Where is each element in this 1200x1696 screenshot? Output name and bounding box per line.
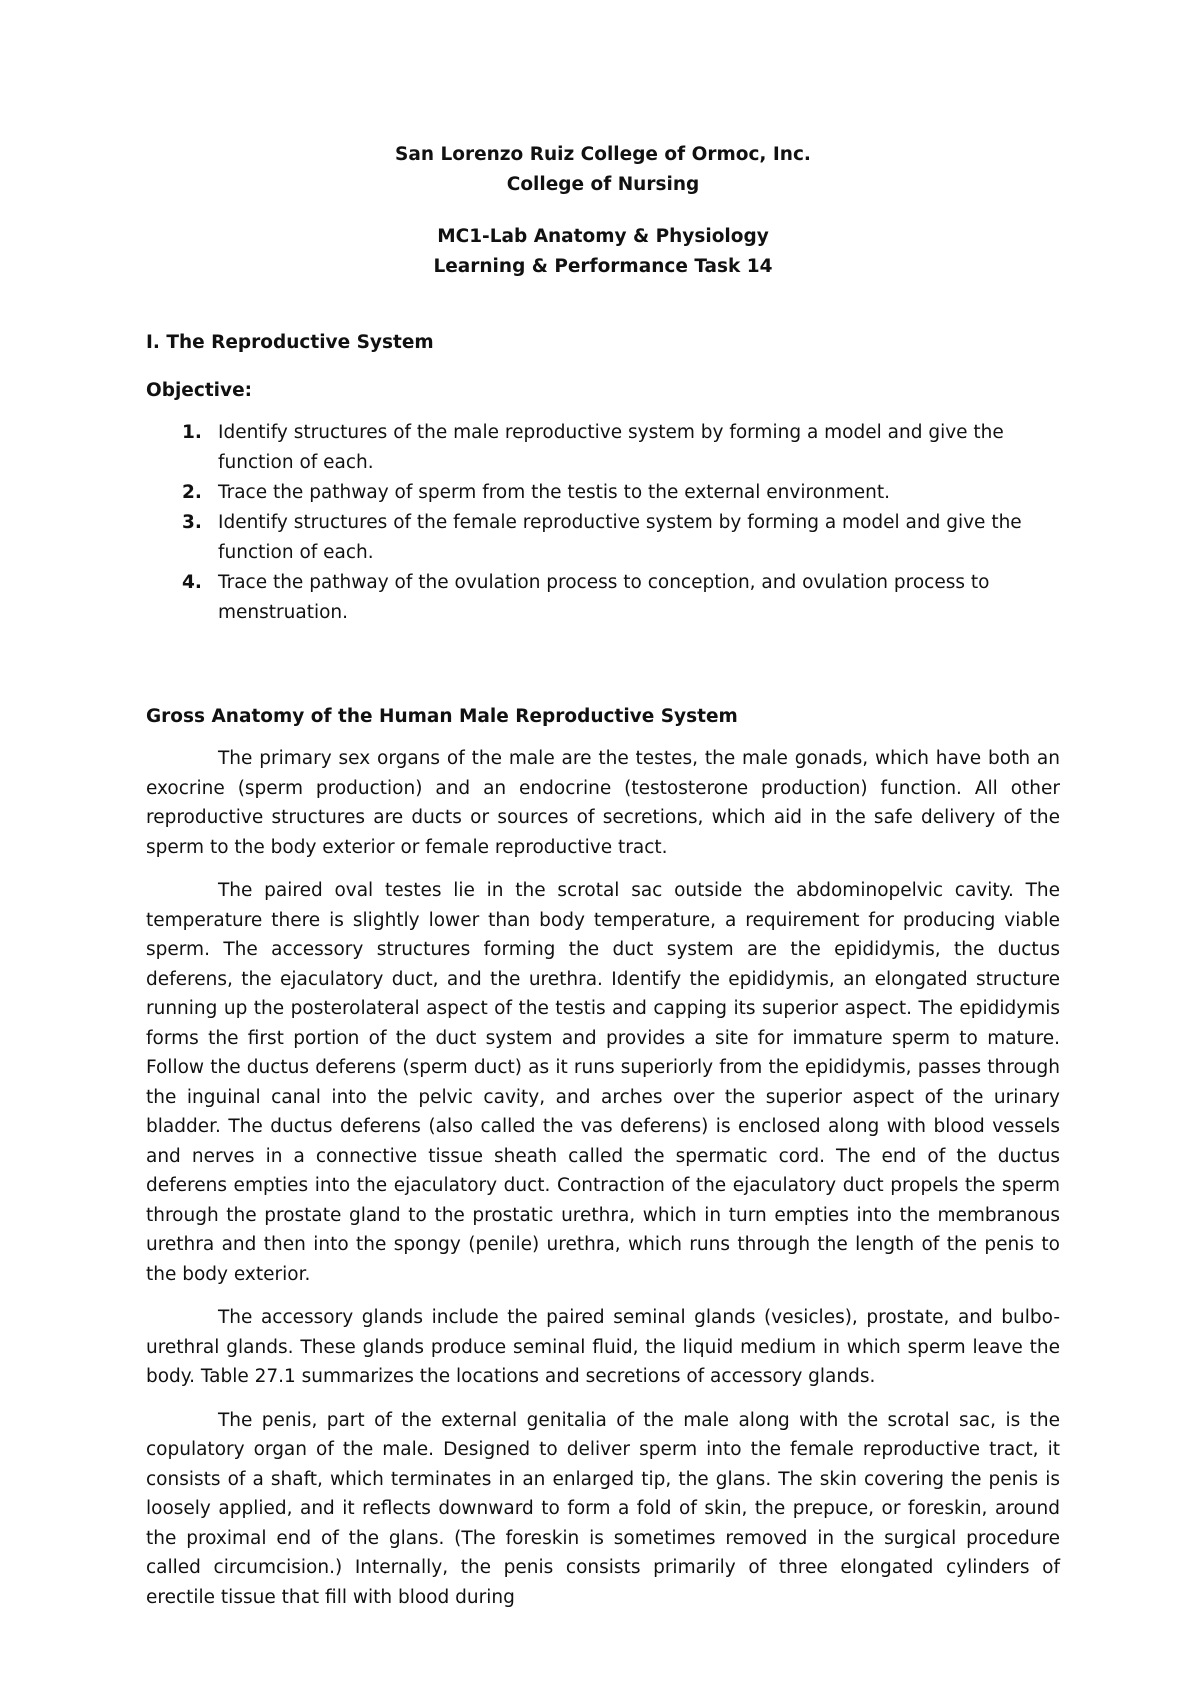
objective-label: Objective: — [146, 380, 253, 401]
objective-number: 1. — [182, 422, 202, 443]
task-title: Learning & Performance Task 14 — [433, 256, 773, 277]
objective-item — [146, 568, 1060, 628]
objective-number: 3. — [182, 512, 202, 533]
objective-text: Trace the pathway of sperm from the testis to the external environment. — [218, 482, 890, 503]
objective-number: 4. — [182, 572, 202, 593]
header-gap — [146, 200, 1060, 222]
body-paragraph: The primary sex organs of the male are the testes, the male gonads, which have both an exocrine (sperm production) and an endocrine (testosterone production) function. All other reproductive structures are ducts or sources of secretions, which aid in the safe delivery of the sperm to the body exterior or female reproductive tract. — [146, 748, 1060, 858]
objective-text: Trace the pathway of the ovulation process to conception, and ovulation process to menstruation. — [218, 572, 990, 623]
body-paragraph: The paired oval testes lie in the scrotal sac outside the abdominopelvic cavity. The temperature there is slightly lower than body temperature, a requirement for producing viable sperm. The accessory structures forming the duct system are the epididymis, the ductus deferens, the ejaculatory duct, and the urethra. Identify the epididymis, an elongated structure running up the posterolateral aspect of the testis and capping its superior aspect. The epididymis forms the first portion of the duct system and provides a site for immature sperm to mature. Follow the ductus deferens (sperm duct) as it runs superiorly from the epididymis, passes through the inguinal canal into the pelvic cavity, and arches over the superior aspect of the urinary bladder. The ductus deferens (also called the vas deferens) is enclosed along with blood vessels and nerves in a connective tissue sheath called the spermatic cord. The end of the ductus deferens empties into the ejaculatory duct. Contraction of the ejaculatory duct propels the sperm through the prostate gland to the prostatic urethra, which in turn empties into the membranous urethra and then into the spongy (penile) urethra, which runs through the length of the penis to the body exterior. — [146, 880, 1060, 1285]
objective-item — [146, 508, 1060, 568]
document-page — [146, 140, 1060, 1612]
institution-name: San Lorenzo Ruiz College of Ormoc, Inc. — [395, 144, 811, 165]
body-paragraph: The penis, part of the external genitalia of the male along with the scrotal sac, is the copulatory organ of the male. Designed to deliver sperm into the female reproductive tract, it consists of a shaft, which terminates in an enlarged tip, the glans. The skin covering the penis is loosely applied, and it reflects downward to form a fold of skin, the prepuce, or foreskin, around the proximal end of the glans. (The foreskin is sometimes removed in the surgical procedure called circumcision.) Internally, the penis consists primarily of three elongated cylinders of erectile tissue that fill with blood during — [146, 1409, 1060, 1608]
objective-item — [146, 478, 1060, 508]
section-title: I. The Reproductive System — [146, 332, 434, 353]
objective-text: Identify structures of the female reproductive system by forming a model and give the function of each. — [218, 512, 1022, 563]
objective-text: Identify structures of the male reproductive system by forming a model and give the function of each. — [218, 422, 1004, 473]
subsection-title: Gross Anatomy of the Human Male Reproductive System — [146, 706, 738, 727]
objective-item — [146, 418, 1060, 478]
course-title: MC1-Lab Anatomy & Physiology — [437, 226, 769, 247]
body-paragraph: The accessory glands include the paired seminal glands (vesicles), prostate, and bulbo-urethral glands. These glands produce seminal fluid, the liquid medium in which sperm leave the body. Table 27.1 summarizes the locations and secretions of accessory glands. — [146, 1307, 1060, 1387]
objectives-list — [146, 418, 1060, 628]
college-name: College of Nursing — [506, 174, 700, 195]
objective-number: 2. — [182, 482, 202, 503]
document-header — [146, 140, 1060, 282]
